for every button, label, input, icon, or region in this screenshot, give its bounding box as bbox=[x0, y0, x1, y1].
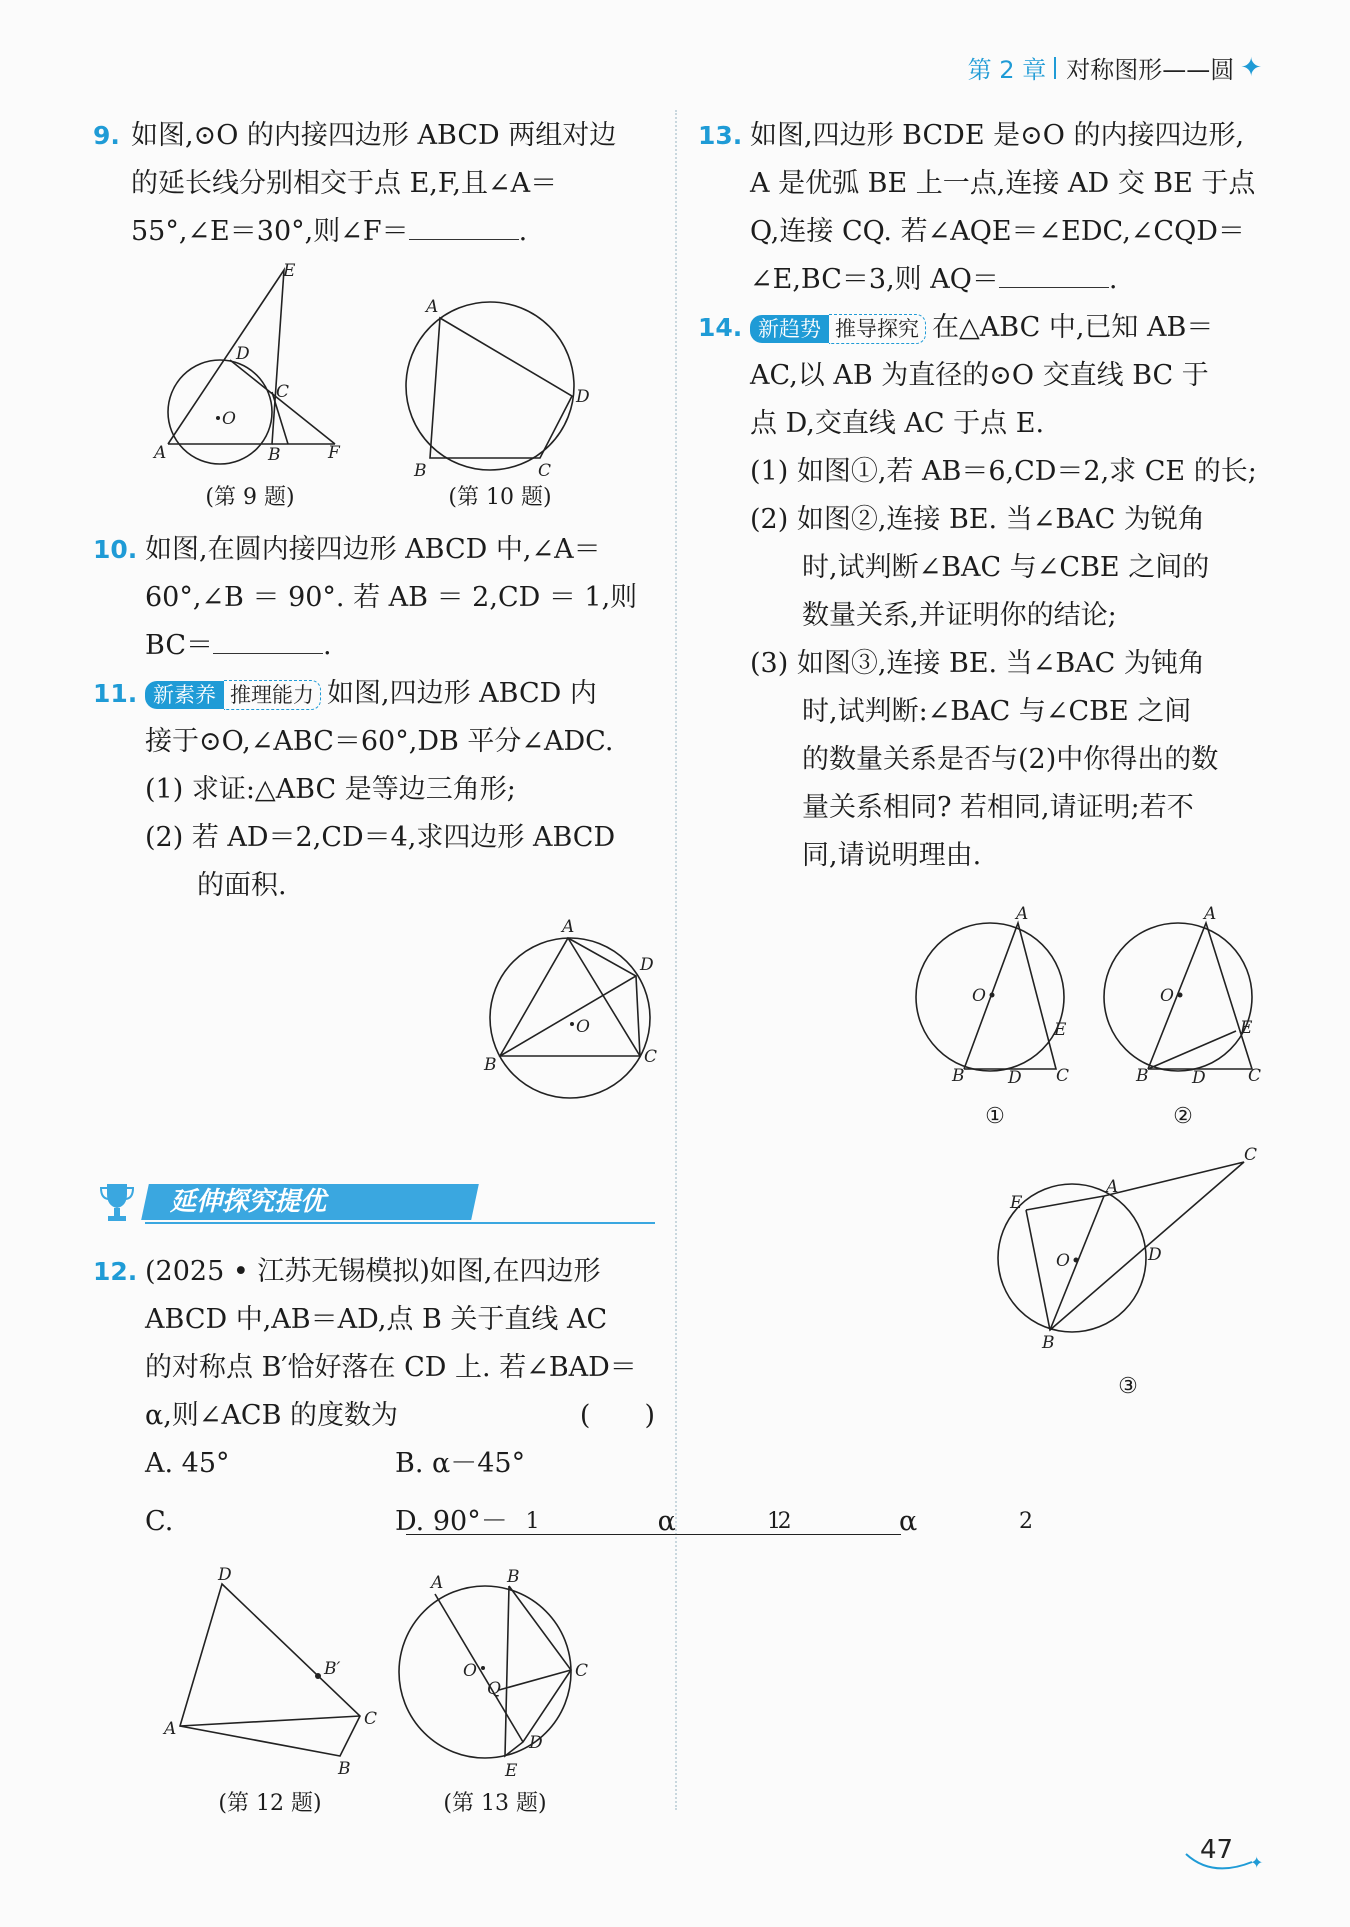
question-14 bbox=[700, 304, 1270, 880]
numerator: 1 bbox=[647, 1510, 901, 1535]
sub-question: (1) 求证:△ABC 是等边三角形; bbox=[145, 774, 516, 805]
point-label: B bbox=[1042, 1333, 1055, 1353]
option-text: α bbox=[899, 1506, 918, 1537]
question-number: 12. bbox=[93, 1257, 138, 1286]
sub-question: 的数量关系是否与(2)中你得出的数 bbox=[802, 744, 1219, 775]
point-label: C bbox=[1056, 1066, 1070, 1086]
point-label: O bbox=[972, 986, 986, 1006]
point-label: A bbox=[164, 1719, 177, 1739]
caption-fig14-3: ③ bbox=[1118, 1374, 1138, 1399]
point-label: E bbox=[1010, 1193, 1023, 1213]
point-label: C bbox=[276, 382, 290, 402]
figure-12 bbox=[160, 1565, 380, 1779]
point-label: Q bbox=[487, 1679, 501, 1699]
left-column-bottom bbox=[93, 1248, 1033, 1546]
point-label: O bbox=[463, 1661, 477, 1681]
question-text: A 是优弧 BE 上一点,连接 AD 交 BE 于点 bbox=[750, 168, 1256, 199]
point-label: A bbox=[1016, 904, 1029, 924]
point-label: C bbox=[1244, 1145, 1258, 1165]
figure-10 bbox=[400, 290, 600, 480]
caption-fig9: (第 9 题) bbox=[205, 485, 295, 510]
question-text: 接于⊙O,∠ABC＝60°,DB 平分∠ADC. bbox=[145, 726, 614, 757]
point-label: B bbox=[338, 1759, 351, 1779]
point-label: D bbox=[236, 344, 250, 364]
point-label: B bbox=[414, 461, 427, 481]
tag-secondary: 推理能力 bbox=[224, 680, 321, 710]
question-10 bbox=[95, 526, 655, 670]
question-12 bbox=[93, 1248, 1033, 1546]
caption-fig10: (第 10 题) bbox=[448, 485, 552, 510]
question-text: . bbox=[1108, 264, 1118, 295]
question-number: 14. bbox=[698, 313, 743, 342]
question-number: 13. bbox=[698, 121, 743, 150]
point-label: A bbox=[1204, 904, 1217, 924]
point-label: A bbox=[154, 443, 167, 463]
caption-fig12: (第 12 题) bbox=[218, 1791, 322, 1816]
question-text: AC,以 AB 为直径的⊙O 交直线 BC 于 bbox=[750, 360, 1209, 391]
tag-badge bbox=[750, 314, 926, 344]
sub-question: (3) 如图③,连接 BE. 当∠BAC 为钝角 bbox=[750, 648, 1205, 679]
question-text: 55°,∠E＝30°,则∠F＝ bbox=[131, 216, 409, 247]
point-label: D bbox=[218, 1565, 232, 1585]
question-text: Q,连接 CQ. 若∠AQE＝∠EDC,∠CQD＝ bbox=[750, 216, 1245, 247]
denominator: 2 bbox=[1019, 1509, 1033, 1534]
question-text: (2025 • 江苏无锡模拟)如图,在四边形 bbox=[145, 1256, 601, 1287]
point-label: O bbox=[576, 1017, 590, 1037]
chapter-title: 对称图形——圆 bbox=[1066, 56, 1235, 84]
sub-question: 数量关系,并证明你的结论; bbox=[802, 600, 1117, 631]
answer-parens[interactable]: ( ) bbox=[579, 1400, 655, 1431]
fraction bbox=[647, 1509, 1033, 1535]
point-label: F bbox=[328, 443, 340, 463]
point-label: C bbox=[575, 1661, 589, 1681]
option-text: C. bbox=[145, 1506, 174, 1537]
point-label: B bbox=[1136, 1066, 1149, 1086]
question-11 bbox=[95, 670, 655, 910]
point-label: E bbox=[1240, 1018, 1253, 1038]
point-label: C bbox=[538, 461, 552, 481]
section-banner bbox=[95, 1180, 655, 1226]
question-text: 如图,在圆内接四边形 ABCD 中,∠A＝ bbox=[145, 534, 601, 565]
point-label: B bbox=[952, 1066, 965, 1086]
figure-14-2 bbox=[1098, 904, 1268, 1088]
point-label: E bbox=[505, 1761, 518, 1781]
question-9 bbox=[95, 112, 655, 256]
figure-14-1 bbox=[910, 904, 1080, 1088]
numerator: 1 bbox=[406, 1510, 660, 1535]
left-column bbox=[95, 112, 655, 256]
tag-primary: 新趋势 bbox=[750, 315, 829, 343]
figure-14-3 bbox=[990, 1145, 1260, 1358]
question-text: 点 D,交直线 AC 于点 E. bbox=[750, 408, 1045, 439]
question-13 bbox=[700, 112, 1270, 304]
question-text: 在△ABC 中,已知 AB＝ bbox=[932, 312, 1214, 343]
column-divider bbox=[675, 110, 677, 1810]
question-text: 如图,⊙O 的内接四边形 ABCD 两组对边 bbox=[131, 120, 617, 151]
banner-underline bbox=[145, 1222, 655, 1224]
question-number: 10. bbox=[93, 535, 138, 564]
sub-question: (2) 若 AD＝2,CD＝4,求四边形 ABCD bbox=[145, 822, 616, 853]
sub-question: (2) 如图②,连接 BE. 当∠BAC 为锐角 bbox=[750, 504, 1205, 535]
point-label: B bbox=[268, 445, 281, 465]
right-column bbox=[700, 112, 1270, 880]
tag-primary: 新素养 bbox=[145, 681, 224, 709]
point-label: D bbox=[1008, 1068, 1022, 1088]
point-label: A bbox=[562, 917, 575, 937]
tag-secondary: 推导探究 bbox=[829, 314, 926, 344]
sub-question: 量关系相同? 若相同,请证明;若不 bbox=[802, 792, 1194, 823]
sub-question: 同,请说明理由. bbox=[802, 840, 982, 871]
point-label: O bbox=[1056, 1251, 1070, 1271]
point-label: D bbox=[576, 387, 590, 407]
figure-13 bbox=[395, 1567, 595, 1782]
question-number: 9. bbox=[93, 121, 120, 150]
figure-11 bbox=[470, 900, 670, 1100]
figure-9 bbox=[150, 261, 350, 465]
answer-blank[interactable] bbox=[999, 257, 1109, 288]
question-text: . bbox=[518, 216, 528, 247]
left-column-cont bbox=[95, 526, 655, 910]
denominator: 2 bbox=[777, 1509, 792, 1534]
question-text: ∠E,BC＝3,则 AQ＝ bbox=[750, 264, 999, 295]
point-label: D bbox=[1192, 1068, 1206, 1088]
point-label: B′ bbox=[324, 1659, 341, 1679]
caption-fig14-1: ① bbox=[985, 1104, 1005, 1129]
question-text: 的对称点 B′恰好落在 CD 上. 若∠BAD＝ bbox=[145, 1352, 637, 1383]
options-row bbox=[145, 1440, 655, 1488]
page-header bbox=[968, 50, 1262, 85]
point-label: E bbox=[1054, 1020, 1067, 1040]
tag-badge bbox=[145, 680, 321, 710]
point-label: A bbox=[426, 297, 439, 317]
point-label: D bbox=[1148, 1245, 1162, 1265]
point-label: C bbox=[644, 1047, 658, 1067]
point-label: E bbox=[283, 261, 296, 281]
point-label: B bbox=[507, 1567, 520, 1587]
point-label: O bbox=[1160, 986, 1174, 1006]
option-b[interactable]: B. α－45° bbox=[395, 1448, 526, 1479]
chapter-label: 第 2 章 bbox=[967, 56, 1047, 84]
point-label: A bbox=[431, 1573, 444, 1593]
sub-question: 时,试判断:∠BAC 与∠CBE 之间 bbox=[802, 696, 1192, 727]
option-d[interactable] bbox=[395, 1498, 1033, 1546]
options-row bbox=[145, 1498, 1033, 1546]
point-label: D bbox=[640, 955, 654, 975]
point-label: A bbox=[1106, 1177, 1119, 1197]
question-text: α,则∠ACB 的度数为 bbox=[145, 1400, 399, 1431]
header-separator bbox=[1054, 57, 1056, 79]
question-text: BC＝ bbox=[145, 630, 214, 661]
sub-question: 的面积. bbox=[197, 870, 287, 901]
trophy-icon bbox=[97, 1180, 137, 1226]
question-text: ABCD 中,AB＝AD,点 B 关于直线 AC bbox=[145, 1304, 608, 1335]
point-label: O bbox=[222, 409, 236, 429]
point-label: C bbox=[1248, 1066, 1262, 1086]
page-number: 47 bbox=[1200, 1835, 1234, 1865]
question-text: 如图,四边形 BCDE 是⊙O 的内接四边形, bbox=[750, 120, 1245, 151]
sub-question: 时,试判断∠BAC 与∠CBE 之间的 bbox=[802, 552, 1210, 583]
answer-blank[interactable] bbox=[213, 623, 323, 654]
sparkle-icon: ✦ bbox=[1240, 52, 1262, 83]
caption-fig13: (第 13 题) bbox=[443, 1791, 547, 1816]
svg-text:✦: ✦ bbox=[1250, 1853, 1264, 1872]
point-label: B bbox=[484, 1055, 497, 1075]
question-text: . bbox=[323, 630, 332, 661]
answer-blank[interactable] bbox=[409, 209, 519, 240]
question-text: 如图,四边形 ABCD 内 bbox=[327, 678, 597, 709]
point-label: D bbox=[529, 1733, 543, 1753]
question-text: 60°,∠B ＝ 90°. 若 AB ＝ 2,CD ＝ 1,则 bbox=[145, 582, 638, 613]
question-text: 的延长线分别相交于点 E,F,且∠A＝ bbox=[131, 168, 558, 199]
question-number: 11. bbox=[93, 679, 138, 708]
option-text: α bbox=[657, 1506, 676, 1537]
caption-fig14-2: ② bbox=[1173, 1104, 1193, 1129]
option-text: D. 90°－ bbox=[395, 1506, 508, 1537]
point-label: C bbox=[364, 1709, 378, 1729]
section-title: 延伸探究提优 bbox=[170, 1187, 327, 1217]
sub-question: (1) 如图①,若 AB＝6,CD＝2,求 CE 的长; bbox=[750, 456, 1257, 487]
option-a[interactable]: A. 45° bbox=[145, 1448, 230, 1479]
